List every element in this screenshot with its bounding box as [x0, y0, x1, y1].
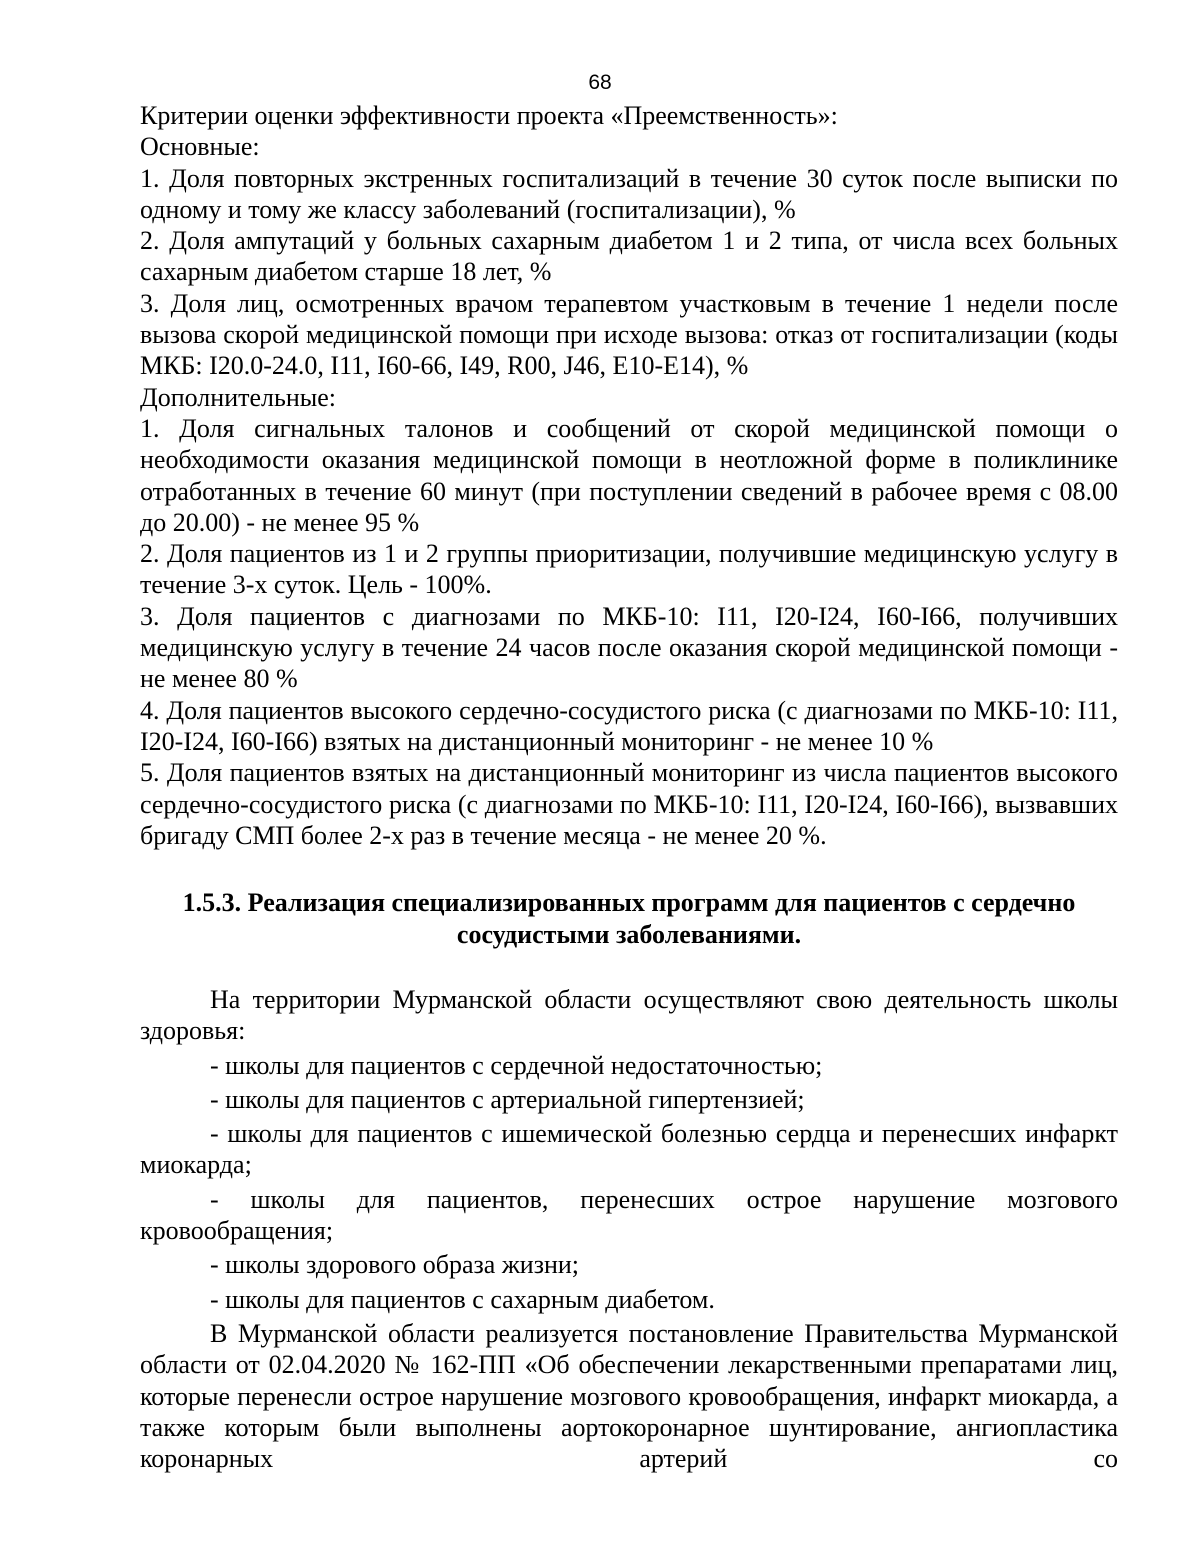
school-item-1: - школы для пациентов с сердечной недостаточностью;	[210, 1050, 823, 1080]
section-heading-line-1: 1.5.3. Реализация специализированных программ для пациентов с сердечно	[182, 888, 1076, 917]
main-criterion-1: 1. Доля повторных экстренных госпитализаций в течение 30 суток после выписки по одному и тому же классу заболеваний (госпитализации), %	[140, 163, 1118, 224]
school-item-6: - школы для пациентов с сахарным диабетом.	[210, 1284, 715, 1314]
section-heading	[140, 887, 1118, 951]
school-item-5: - школы здорового образа жизни;	[210, 1250, 580, 1280]
section-body	[140, 984, 1118, 1474]
additional-criterion-2: 2. Доля пациентов из 1 и 2 группы приоритизации, получившие медицинскую услугу в течение 3-х суток. Цель - 100%.	[140, 539, 1118, 600]
main-criterion-2: 2. Доля ампутаций у больных сахарным диабетом 1 и 2 типа, от числа всех больных сахарным диабетом старше 18 лет, %	[140, 226, 1118, 287]
closing-paragraph: В Мурманской области реализуется постановление Правительства Мурманской области от 02.04.2020 № 162-ПП «Об обеспечении лекарственными препаратами лиц, которые перенесли острое нарушение мозгового кровообращения, инфаркт миокарда, а также которым были выполнены аортокоронарное шунтирование, ангиопластика коронарных артерий со	[140, 1318, 1118, 1474]
school-item-3: - школы для пациентов с ишемической болезнью сердца и перенесших инфаркт миокарда;	[140, 1119, 1118, 1180]
page-number: 68	[588, 71, 612, 94]
additional-criterion-1: 1. Доля сигнальных талонов и сообщений от скорой медицинской помощи о необходимости оказания медицинской помощи в неотложной форме в поликлинике отработанных в течение 60 минут (при поступлении сведений в рабочее время с 08.00 до 20.00) - не менее 95 %	[140, 413, 1118, 537]
additional-criterion-3: 3. Доля пациентов с диагнозами по МКБ-10: I11, I20-I24, I60-I66, получивших медицинскую услугу в течение 24 часов после оказания скорой медицинской помощи - не менее 80 %	[140, 601, 1118, 694]
additional-criterion-4: 4. Доля пациентов высокого сердечно-сосудистого риска (с диагнозами по МКБ-10: I11, I20-I24, I60-I66) взятых на дистанционный мониторинг - не менее 10 %	[140, 695, 1118, 756]
section-heading-line-2: сосудистыми заболеваниями.	[456, 920, 802, 949]
criteria-title: Критерии оценки эффективности проекта «Преемственность»:	[140, 101, 838, 130]
school-item-4: - школы для пациентов, перенесших острое нарушение мозгового кровообращения;	[140, 1184, 1118, 1246]
school-item-2: - школы для пациентов с артериальной гипертензией;	[210, 1084, 805, 1114]
section-intro: На территории Мурманской области осуществляют свою деятельность школы здоровья:	[140, 985, 1118, 1046]
criteria-block	[140, 100, 1118, 851]
main-criterion-3: 3. Доля лиц, осмотренных врачом терапевтом участковым в течение 1 недели после вызова скорой медицинской помощи при исходе вызова: отказ от госпитализации (коды МКБ: I20.0-24.0, I11, I60-66, I49, R00, J46, E10-E14), %	[140, 288, 1118, 381]
additional-criterion-5: 5. Доля пациентов взятых на дистанционный мониторинг из числа пациентов высокого сердечно-сосудистого риска (с диагнозами по МКБ-10: I11, I20-I24, I60-I66), вызвавших бригаду СМП более 2-х раз в течение месяца - не менее 20 %.	[140, 758, 1118, 850]
additional-criteria-label: Дополнительные:	[140, 382, 336, 412]
main-criteria-label: Основные:	[140, 132, 260, 162]
